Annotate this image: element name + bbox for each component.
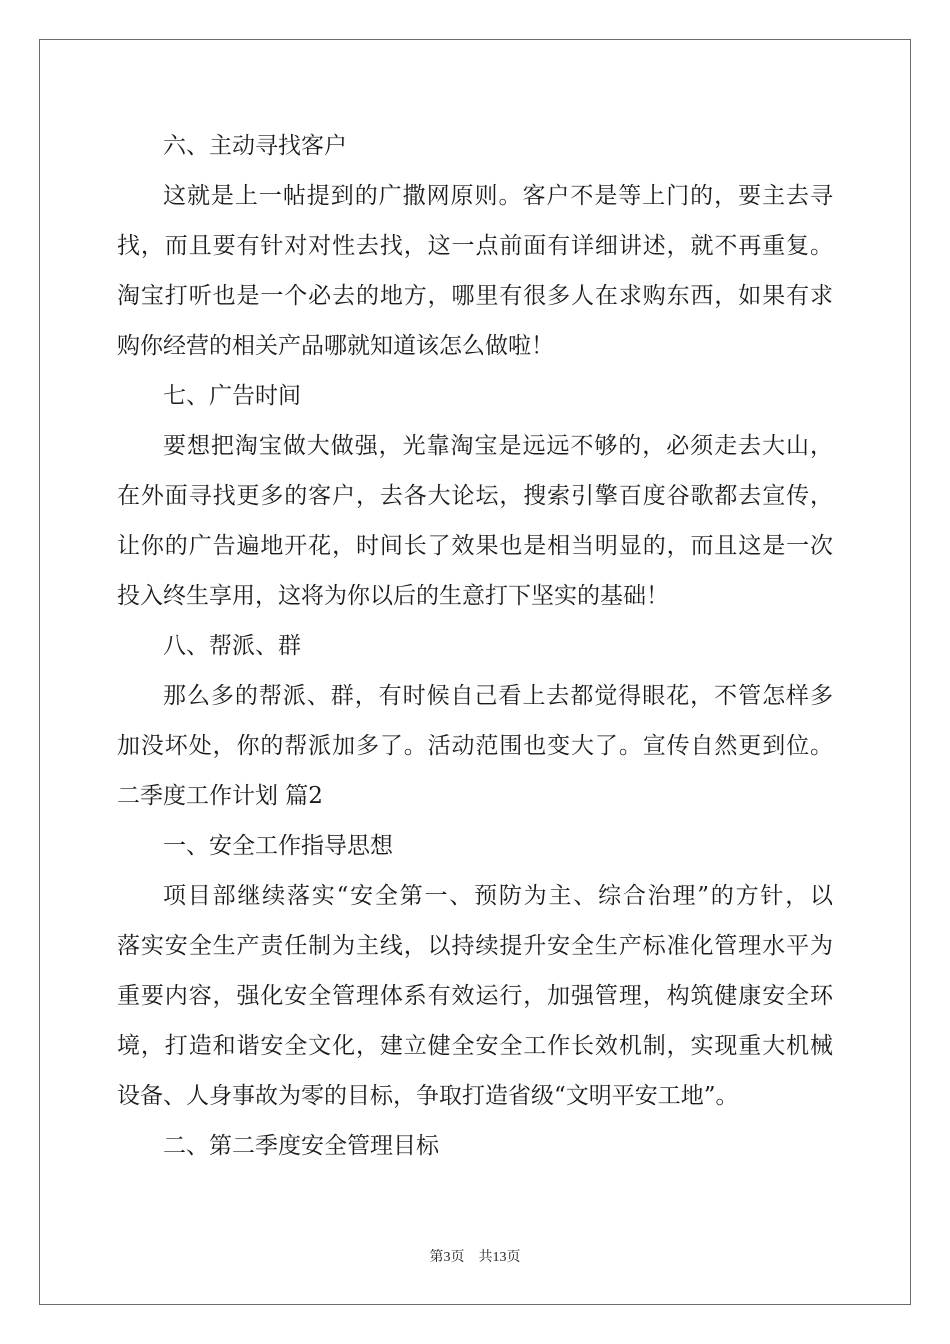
paragraph-line: 找，而且要有针对对性去找，这一点前面有详细讲述，就不再重复。 bbox=[117, 233, 833, 259]
paragraph-line: 境，打造和谐安全文化，建立健全安全工作长效机制，实现重大机械 bbox=[117, 1033, 833, 1059]
heading-line: 七、广告时间 bbox=[163, 383, 301, 409]
paragraph-line: 设备、人身事故为零的目标，争取打造省级“文明平安工地”。 bbox=[117, 1083, 739, 1109]
paragraph-line: 让你的广告遍地开花，时间长了效果也是相当明显的，而且这是一次 bbox=[117, 533, 833, 559]
paragraph-line: 购你经营的相关产品哪就知道该怎么做啦！ bbox=[117, 333, 554, 359]
paragraph-line: 淘宝打听也是一个必去的地方，哪里有很多人在求购东西，如果有求 bbox=[117, 283, 833, 309]
page-total: 共13页 bbox=[478, 1250, 521, 1265]
section-title: 二季度工作计划 篇2 bbox=[117, 783, 323, 809]
paragraph-line: 要想把淘宝做大做强，光靠淘宝是远远不够的，必须走去大山， bbox=[163, 433, 833, 459]
page-number: 第3页 bbox=[429, 1250, 465, 1265]
paragraph-line: 项目部继续落实“安全第一、预防为主、综合治理”的方针，以 bbox=[163, 883, 833, 909]
paragraph-line: 重要内容，强化安全管理体系有效运行，加强管理，构筑健康安全环 bbox=[117, 983, 833, 1009]
paragraph-line: 在外面寻找更多的客户，去各大论坛，搜索引擎百度谷歌都去宣传， bbox=[117, 483, 833, 509]
document-body bbox=[117, 121, 833, 1171]
paragraph-line: 这就是上一帖提到的广撒网原则。客户不是等上门的，要主去寻 bbox=[163, 183, 833, 209]
heading-line: 一、安全工作指导思想 bbox=[163, 833, 393, 859]
heading-line: 六、主动寻找客户 bbox=[163, 133, 347, 159]
paragraph-line: 落实安全生产责任制为主线，以持续提升安全生产标准化管理水平为 bbox=[117, 933, 833, 959]
heading-line: 二、第二季度安全管理目标 bbox=[163, 1133, 439, 1159]
heading-line: 八、帮派、群 bbox=[163, 633, 301, 659]
page-footer bbox=[0, 1246, 950, 1266]
paragraph-line: 加没坏处，你的帮派加多了。活动范围也变大了。宣传自然更到位。 bbox=[117, 733, 833, 759]
paragraph-line: 那么多的帮派、群，有时候自己看上去都觉得眼花，不管怎样多 bbox=[163, 683, 833, 709]
paragraph-line: 投入终生享用，这将为你以后的生意打下坚实的基础！ bbox=[117, 583, 669, 609]
